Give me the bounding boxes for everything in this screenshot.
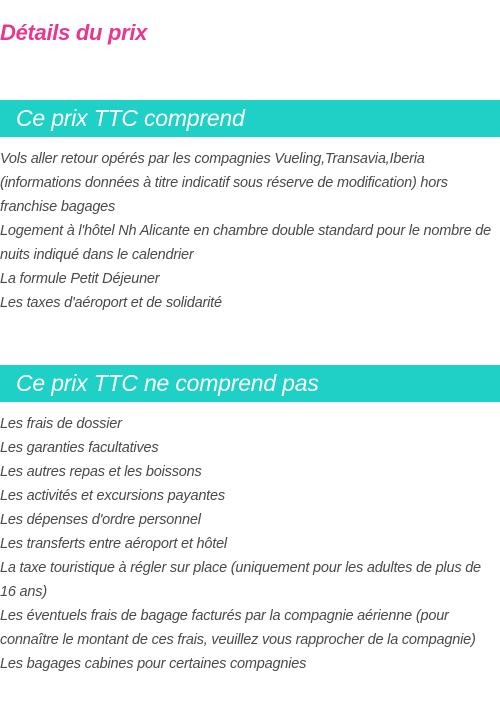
excluded-item: La taxe touristique à régler sur place (uniquement pour les adultes de plus de 16 ans)	[0, 560, 481, 600]
included-item: Les taxes d'aéroport et de solidarité	[0, 295, 222, 311]
excluded-item: Les activités et excursions payantes	[0, 488, 225, 504]
excluded-section-header: Ce prix TTC ne comprend pas	[0, 365, 500, 402]
included-item: Logement à l'hôtel Nh Alicante en chambre double standard pour le nombre de nuits indiqué dans le calendrier	[0, 223, 492, 263]
excluded-item: Les transferts entre aéroport et hôtel	[0, 536, 227, 552]
excluded-item: Les garanties facultatives	[0, 440, 159, 456]
excluded-item: Les éventuels frais de bagage facturés par la compagnie aérienne (pour connaître le montant de ces frais, veuillez vous rapprocher de la compagnie)	[0, 608, 476, 648]
excluded-list	[0, 412, 500, 676]
included-list	[0, 147, 500, 315]
page-title: Détails du prix	[0, 20, 148, 45]
excluded-item: Les bagages cabines pour certaines compagnies	[0, 656, 307, 672]
included-item: La formule Petit Déjeuner	[0, 271, 160, 287]
included-item: Vols aller retour opérés par les compagnies Vueling,Transavia,Iberia (informations données à titre indicatif sous réserve de modification) hors franchise bagages	[0, 151, 448, 215]
included-section-header: Ce prix TTC comprend	[0, 100, 500, 137]
excluded-item: Les autres repas et les boissons	[0, 464, 202, 480]
excluded-item: Les frais de dossier	[0, 416, 122, 432]
excluded-item: Les dépenses d'ordre personnel	[0, 512, 201, 528]
